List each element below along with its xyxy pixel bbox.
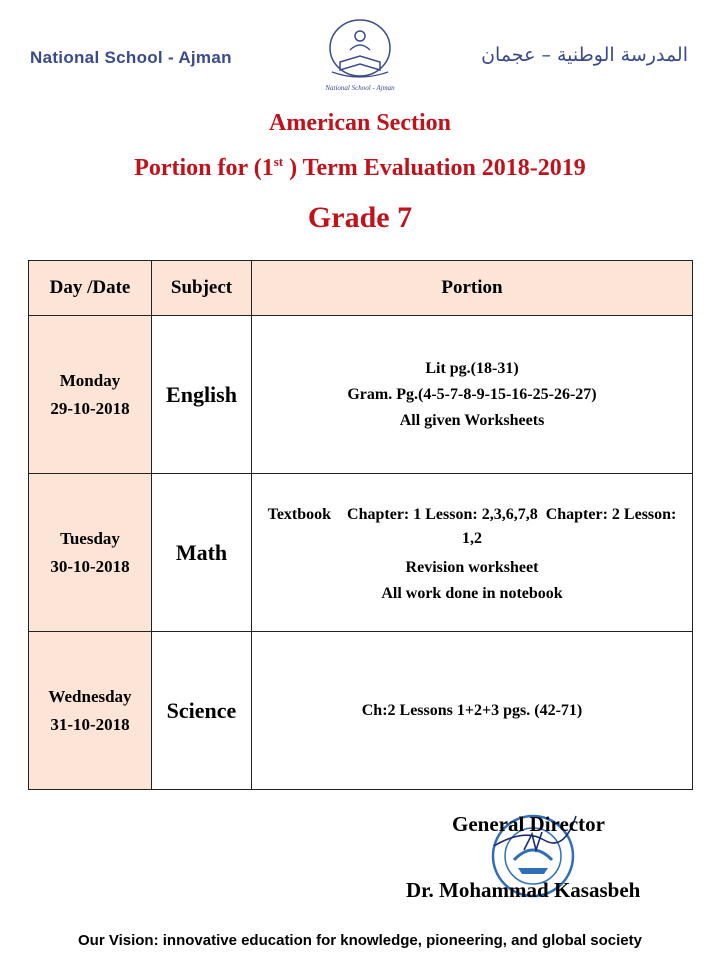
header-portion: Portion bbox=[252, 261, 693, 316]
table-header-row bbox=[29, 261, 693, 316]
letterhead bbox=[0, 0, 720, 100]
portion-title-suffix: ) Term Evaluation 2018-2019 bbox=[283, 155, 586, 181]
day: Monday bbox=[59, 370, 121, 390]
date: 31-10-2018 bbox=[50, 714, 130, 734]
portion-title-sup: st bbox=[273, 154, 284, 169]
day: Wednesday bbox=[48, 686, 132, 706]
exam-schedule-table bbox=[28, 260, 693, 790]
signature-block bbox=[380, 808, 710, 908]
day-date-cell bbox=[29, 474, 152, 632]
vision-statement: Our Vision: innovative education for knowledge, pioneering, and global society bbox=[78, 932, 642, 949]
portion-cell bbox=[252, 474, 693, 632]
portion-line: Textbook Chapter: 1 Lesson: 2,3,6,7,8 Chapter: 2 Lesson: 1,2 bbox=[267, 505, 681, 547]
subject-cell: Science bbox=[152, 632, 252, 790]
portion-line: All given Worksheets bbox=[399, 411, 545, 429]
table-row bbox=[29, 316, 693, 474]
header-day-date: Day /Date bbox=[29, 261, 152, 316]
section-title: American Section bbox=[269, 110, 451, 136]
signature-name: Dr. Mohammad Kasasbeh bbox=[406, 878, 641, 902]
date: 30-10-2018 bbox=[50, 556, 130, 576]
date: 29-10-2018 bbox=[50, 398, 130, 418]
subject-cell: Math bbox=[152, 474, 252, 632]
portion-line: Gram. Pg.(4-5-7-8-9-15-16-25-26-27) bbox=[347, 385, 597, 403]
school-name-english: National School - Ajman bbox=[30, 48, 232, 67]
subject-cell: English bbox=[152, 316, 252, 474]
portion-line: All work done in notebook bbox=[381, 584, 563, 602]
signature-title: General Director bbox=[452, 812, 605, 836]
portion-cell bbox=[252, 632, 693, 790]
portion-title-prefix: Portion for (1 bbox=[134, 155, 274, 181]
portion-cell bbox=[252, 316, 693, 474]
portion-line: Ch:2 Lessons 1+2+3 pgs. (42-71) bbox=[361, 701, 583, 719]
logo-caption: National School - Ajman bbox=[325, 84, 395, 92]
day: Tuesday bbox=[60, 528, 120, 548]
grade-title: Grade 7 bbox=[307, 201, 413, 234]
table-row bbox=[29, 474, 693, 632]
school-logo-icon bbox=[310, 14, 410, 100]
school-name-arabic: المدرسة الوطنية – عجمان bbox=[481, 44, 688, 66]
header-subject: Subject bbox=[152, 261, 252, 316]
day-date-cell bbox=[29, 316, 152, 474]
day-date-cell bbox=[29, 632, 152, 790]
portion-title bbox=[0, 154, 720, 182]
table-row bbox=[29, 632, 693, 790]
portion-line: Lit pg.(18-31) bbox=[425, 359, 519, 377]
portion-line: Revision worksheet bbox=[405, 558, 539, 576]
